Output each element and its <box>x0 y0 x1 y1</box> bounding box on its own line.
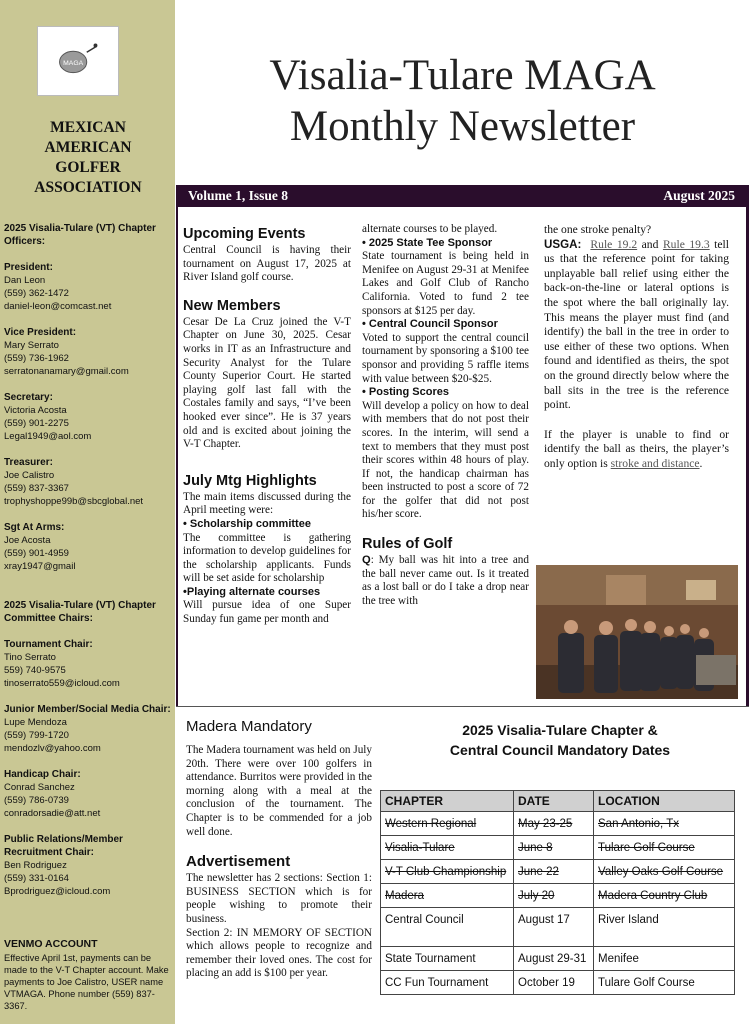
answer-text-2: If the player is unable to find or identify the ball as theirs, the player’s only option is <box>544 427 729 470</box>
advertisement-heading: Advertisement <box>186 853 291 871</box>
cell-location: Valley Oaks Golf Course <box>594 860 735 884</box>
chair-email[interactable]: mendozlv@yahoo.com <box>4 743 101 754</box>
frame-left-border <box>176 207 178 707</box>
chair-name: Lupe Mendoza <box>4 717 67 728</box>
committee-heading: 2025 Visalia-Tulare (VT) Chapter Committee Chairs: <box>4 600 156 624</box>
officer-role: Sgt At Arms: <box>4 522 65 533</box>
officer-email[interactable]: serratonanamary@gmail.com <box>4 366 129 377</box>
officer-role: Secretary: <box>4 392 53 403</box>
maga-logo <box>37 26 119 96</box>
cell-date: July 20 <box>514 884 594 908</box>
title-line: Monthly Newsletter <box>289 103 636 150</box>
answer-text: tell us that the reference point for taking unplayable ball relief using either the back-on-the-line or lateral options is the spot where the ball originally lay. This means the player must find (and identify) the ball in the tree in order to use either of these two options. When found and identified as theirs, the spot on the ground directly below where the ball sits in the tree is the reference point. <box>544 237 729 412</box>
usga-label: USGA: <box>544 237 582 251</box>
officer-email[interactable]: daniel-leon@comcast.net <box>4 301 112 312</box>
officer-phone: (559) 362-1472 <box>4 288 69 299</box>
bullet-scholarship: • Scholarship committee <box>183 517 311 530</box>
assoc-line: MEXICAN <box>50 119 126 136</box>
officer-sgt-at-arms <box>4 521 172 573</box>
column-2 <box>362 223 529 608</box>
chair-email[interactable]: conradorsadie@att.net <box>4 808 101 819</box>
officer-name: Dan Leon <box>4 275 46 286</box>
officer-name: Victoria Acosta <box>4 405 67 416</box>
officer-name: Joe Calistro <box>4 470 55 481</box>
bullet-central-council-sponsor: • Central Council Sponsor <box>362 318 498 331</box>
bullet-central-council-text: Voted to support the central council tournament by sponsoring a $100 tee sponsor and providing 5 raffle items with value between $20-$25. <box>362 331 529 385</box>
officer-email[interactable]: Legal1949@aol.com <box>4 431 92 442</box>
officer-secretary <box>4 391 172 443</box>
chair-name: Ben Rodriguez <box>4 860 67 871</box>
officer-phone: (559) 901-2275 <box>4 418 69 429</box>
issue-date: August 2025 <box>663 188 735 203</box>
chair-public-relations <box>4 833 172 898</box>
table-row <box>381 836 735 860</box>
officer-phone: (559) 901-4959 <box>4 548 69 559</box>
cell-date: June 8 <box>514 836 594 860</box>
table-row <box>381 884 735 908</box>
chair-tournament <box>4 638 172 690</box>
bullet-alternate-courses: •Playing alternate courses <box>183 585 321 598</box>
officer-role: President: <box>4 262 53 273</box>
mandatory-dates-title <box>400 720 720 760</box>
july-highlights-heading: July Mtg Highlights <box>183 472 317 489</box>
svg-text:MAGA: MAGA <box>63 59 84 67</box>
rules-of-golf-heading: Rules of Golf <box>362 536 453 553</box>
question-text: : My ball was hit into a tree and the ball never came out. Is it treated as a lost ball or do I take a drop near the tree with <box>362 554 529 607</box>
madera-section <box>186 718 372 981</box>
cell-date: May 23-25 <box>514 812 594 836</box>
association-name <box>18 118 158 198</box>
chair-phone: (559) 786-0739 <box>4 795 69 806</box>
chair-phone: 559) 740-9575 <box>4 665 66 676</box>
cell-chapter: Visalia-Tulare <box>381 836 514 860</box>
officers-list <box>4 222 172 911</box>
venmo-title: VENMO ACCOUNT <box>4 938 98 950</box>
venmo-text: Effective April 1st, payments can be made to the V-T Chapter account. Make payments to Joe Calistro, USER name VTMAGA. Phone number (559) 837-3367. <box>4 953 169 1011</box>
cell-chapter: Western Regional <box>381 812 514 836</box>
table-row <box>381 908 735 947</box>
upcoming-events-text: Central Council is having their tournament on August 17, 2025 at River Island golf course. <box>183 244 351 284</box>
newsletter-title <box>176 50 749 152</box>
cell-date: June 22 <box>514 860 594 884</box>
mandatory-dates-table <box>380 790 735 995</box>
upcoming-events-heading: Upcoming Events <box>183 226 306 242</box>
issue-bar <box>176 185 749 207</box>
officer-treasurer <box>4 456 172 508</box>
cell-location: Madera Country Club <box>594 884 735 908</box>
officer-name: Mary Serrato <box>4 340 59 351</box>
cell-chapter: Central Council <box>381 908 514 947</box>
table-row <box>381 947 735 971</box>
july-intro: The main items discussed during the April meeting were: <box>183 490 351 517</box>
bullet-alternate-text: Will pursue idea of one Super Sunday fun game per month and <box>183 599 351 626</box>
chair-role: Tournament Chair: <box>4 639 93 650</box>
answer-paragraph-2 <box>544 428 729 472</box>
rules-question <box>362 554 529 608</box>
rule-19-3-link[interactable]: Rule 19.3 <box>662 237 710 251</box>
chair-phone: (559) 799-1720 <box>4 730 69 741</box>
cell-location: San Antonio, Tx <box>594 812 735 836</box>
bullet-alternate-text-cont: alternate courses to be played. <box>362 223 498 235</box>
bullet-state-tee-text: State tournament is being held in Menifee on August 29-31 at Menifee Lakes and Golf Club of Rancho California. Voted to fund 2 tee sponsors at $125 per day. <box>362 250 529 317</box>
title-line: Visalia-Tulare MAGA <box>269 52 656 99</box>
chair-email[interactable]: tinoserrato559@icloud.com <box>4 678 120 689</box>
officer-president <box>4 261 172 313</box>
stroke-and-distance-link[interactable]: stroke and distance <box>610 456 700 470</box>
cell-location: Tulare Golf Course <box>594 971 735 995</box>
madera-heading: Madera Mandatory <box>186 718 312 735</box>
officer-vice-president <box>4 326 172 378</box>
advertisement-text-1: The newsletter has 2 sections: Section 1: BUSINESS SECTION which is for people wishing to promote their business. <box>186 872 372 925</box>
bullet-posting-scores-text: Will develop a policy on how to deal with members that do not post their scores. In the interim, will send a text to members that they must post their scores within 48 hours of play. If not, the handicap chairman has been instructed to post a score of 72 for the golfer that did not post his/her score. <box>362 399 529 521</box>
advertisement-text-2: Section 2: IN MEMORY OF SECTION which allows people to recognize and remember their loved ones. The cost for placing an add is $100 per year. <box>186 926 372 980</box>
section-divider <box>176 706 749 707</box>
cell-date: August 17 <box>514 908 594 947</box>
issue-volume: Volume 1, Issue 8 <box>188 188 289 203</box>
question-label: Q <box>362 554 371 567</box>
column-3 <box>544 223 729 472</box>
chair-junior <box>4 703 172 755</box>
column-1 <box>183 225 351 627</box>
table-row <box>381 812 735 836</box>
officer-phone: (559) 736-1962 <box>4 353 69 364</box>
cell-chapter: Madera <box>381 884 514 908</box>
bullet-posting-scores: • Posting Scores <box>362 386 449 399</box>
cell-chapter: V-T Club Championship <box>381 860 514 884</box>
cell-date: August 29-31 <box>514 947 594 971</box>
usga-answer <box>544 238 729 413</box>
and-text: and <box>637 237 663 251</box>
chair-role: Junior Member/Social Media Chair: <box>4 704 171 715</box>
assoc-line: AMERICAN <box>44 139 132 156</box>
golf-logo-icon <box>38 27 118 95</box>
chair-role: Handicap Chair: <box>4 769 81 780</box>
sidebar <box>0 0 175 1024</box>
cell-chapter: CC Fun Tournament <box>381 971 514 995</box>
officer-email[interactable]: xray1947@gmail <box>4 561 76 572</box>
group-photo <box>536 565 738 699</box>
madera-text: The Madera tournament was held on July 20th. There were over 100 golfers in attendance. Burritos were provided in the morning along with a meal at the conclusion of the tournament. The Chapter is to be commended for a job well done. <box>186 744 372 838</box>
table-row <box>381 971 735 995</box>
cell-location: River Island <box>594 908 735 947</box>
assoc-line: ASSOCIATION <box>34 179 142 196</box>
chair-name: Tino Serrato <box>4 652 56 663</box>
header-location: LOCATION <box>594 791 735 812</box>
officers-heading: 2025 Visalia-Tulare (VT) Chapter Officers: <box>4 223 156 247</box>
officer-email[interactable]: trophyshoppe99b@sbcglobal.net <box>4 496 144 507</box>
cell-chapter: State Tournament <box>381 947 514 971</box>
table-row <box>381 860 735 884</box>
header-date: DATE <box>514 791 594 812</box>
assoc-line: GOLFER <box>55 159 121 176</box>
officer-phone: (559) 837-3367 <box>4 483 69 494</box>
officer-role: Vice President: <box>4 327 77 338</box>
rule-19-2-link[interactable]: Rule 19.2 <box>590 237 638 251</box>
bullet-state-tee-sponsor: • 2025 State Tee Sponsor <box>362 236 493 249</box>
question-text-cont: the one stroke penalty? <box>544 223 652 236</box>
chair-phone: (559) 331-0164 <box>4 873 69 884</box>
chair-name: Conrad Sanchez <box>4 782 75 793</box>
table-title-line: Central Council Mandatory Dates <box>449 742 671 758</box>
officer-role: Treasurer: <box>4 457 53 468</box>
chair-role: Public Relations/Member Recruitment Chair: <box>4 834 123 858</box>
venmo-section <box>4 938 170 1012</box>
bullet-scholarship-text: The committee is gathering information to develop guidelines for the scholarship applicants. Funds will be set aside for scholarship <box>183 531 351 585</box>
cell-date: October 19 <box>514 971 594 995</box>
table-header-row <box>381 791 735 812</box>
officer-name: Joe Acosta <box>4 535 51 546</box>
chair-handicap <box>4 768 172 820</box>
cell-location: Menifee <box>594 947 735 971</box>
answer-end: . <box>699 456 703 470</box>
chair-email[interactable]: Bprodriguez@icloud.com <box>4 886 111 897</box>
header-chapter: CHAPTER <box>381 791 514 812</box>
table-title-line: 2025 Visalia-Tulare Chapter & <box>462 722 658 738</box>
cell-location: Tulare Golf Course <box>594 836 735 860</box>
new-members-text: Cesar De La Cruz joined the V-T Chapter on June 30, 2025. Cesar works in IT as an Infrastructure and Security Analyst for the Tulare County Superior Court. He started playing golf last fall with the Costales family and says, “I’ve been hooked ever since”. He is 37 years old and is excited about joining the V-T Chapter. <box>183 315 351 451</box>
new-members-heading: New Members <box>183 297 281 314</box>
